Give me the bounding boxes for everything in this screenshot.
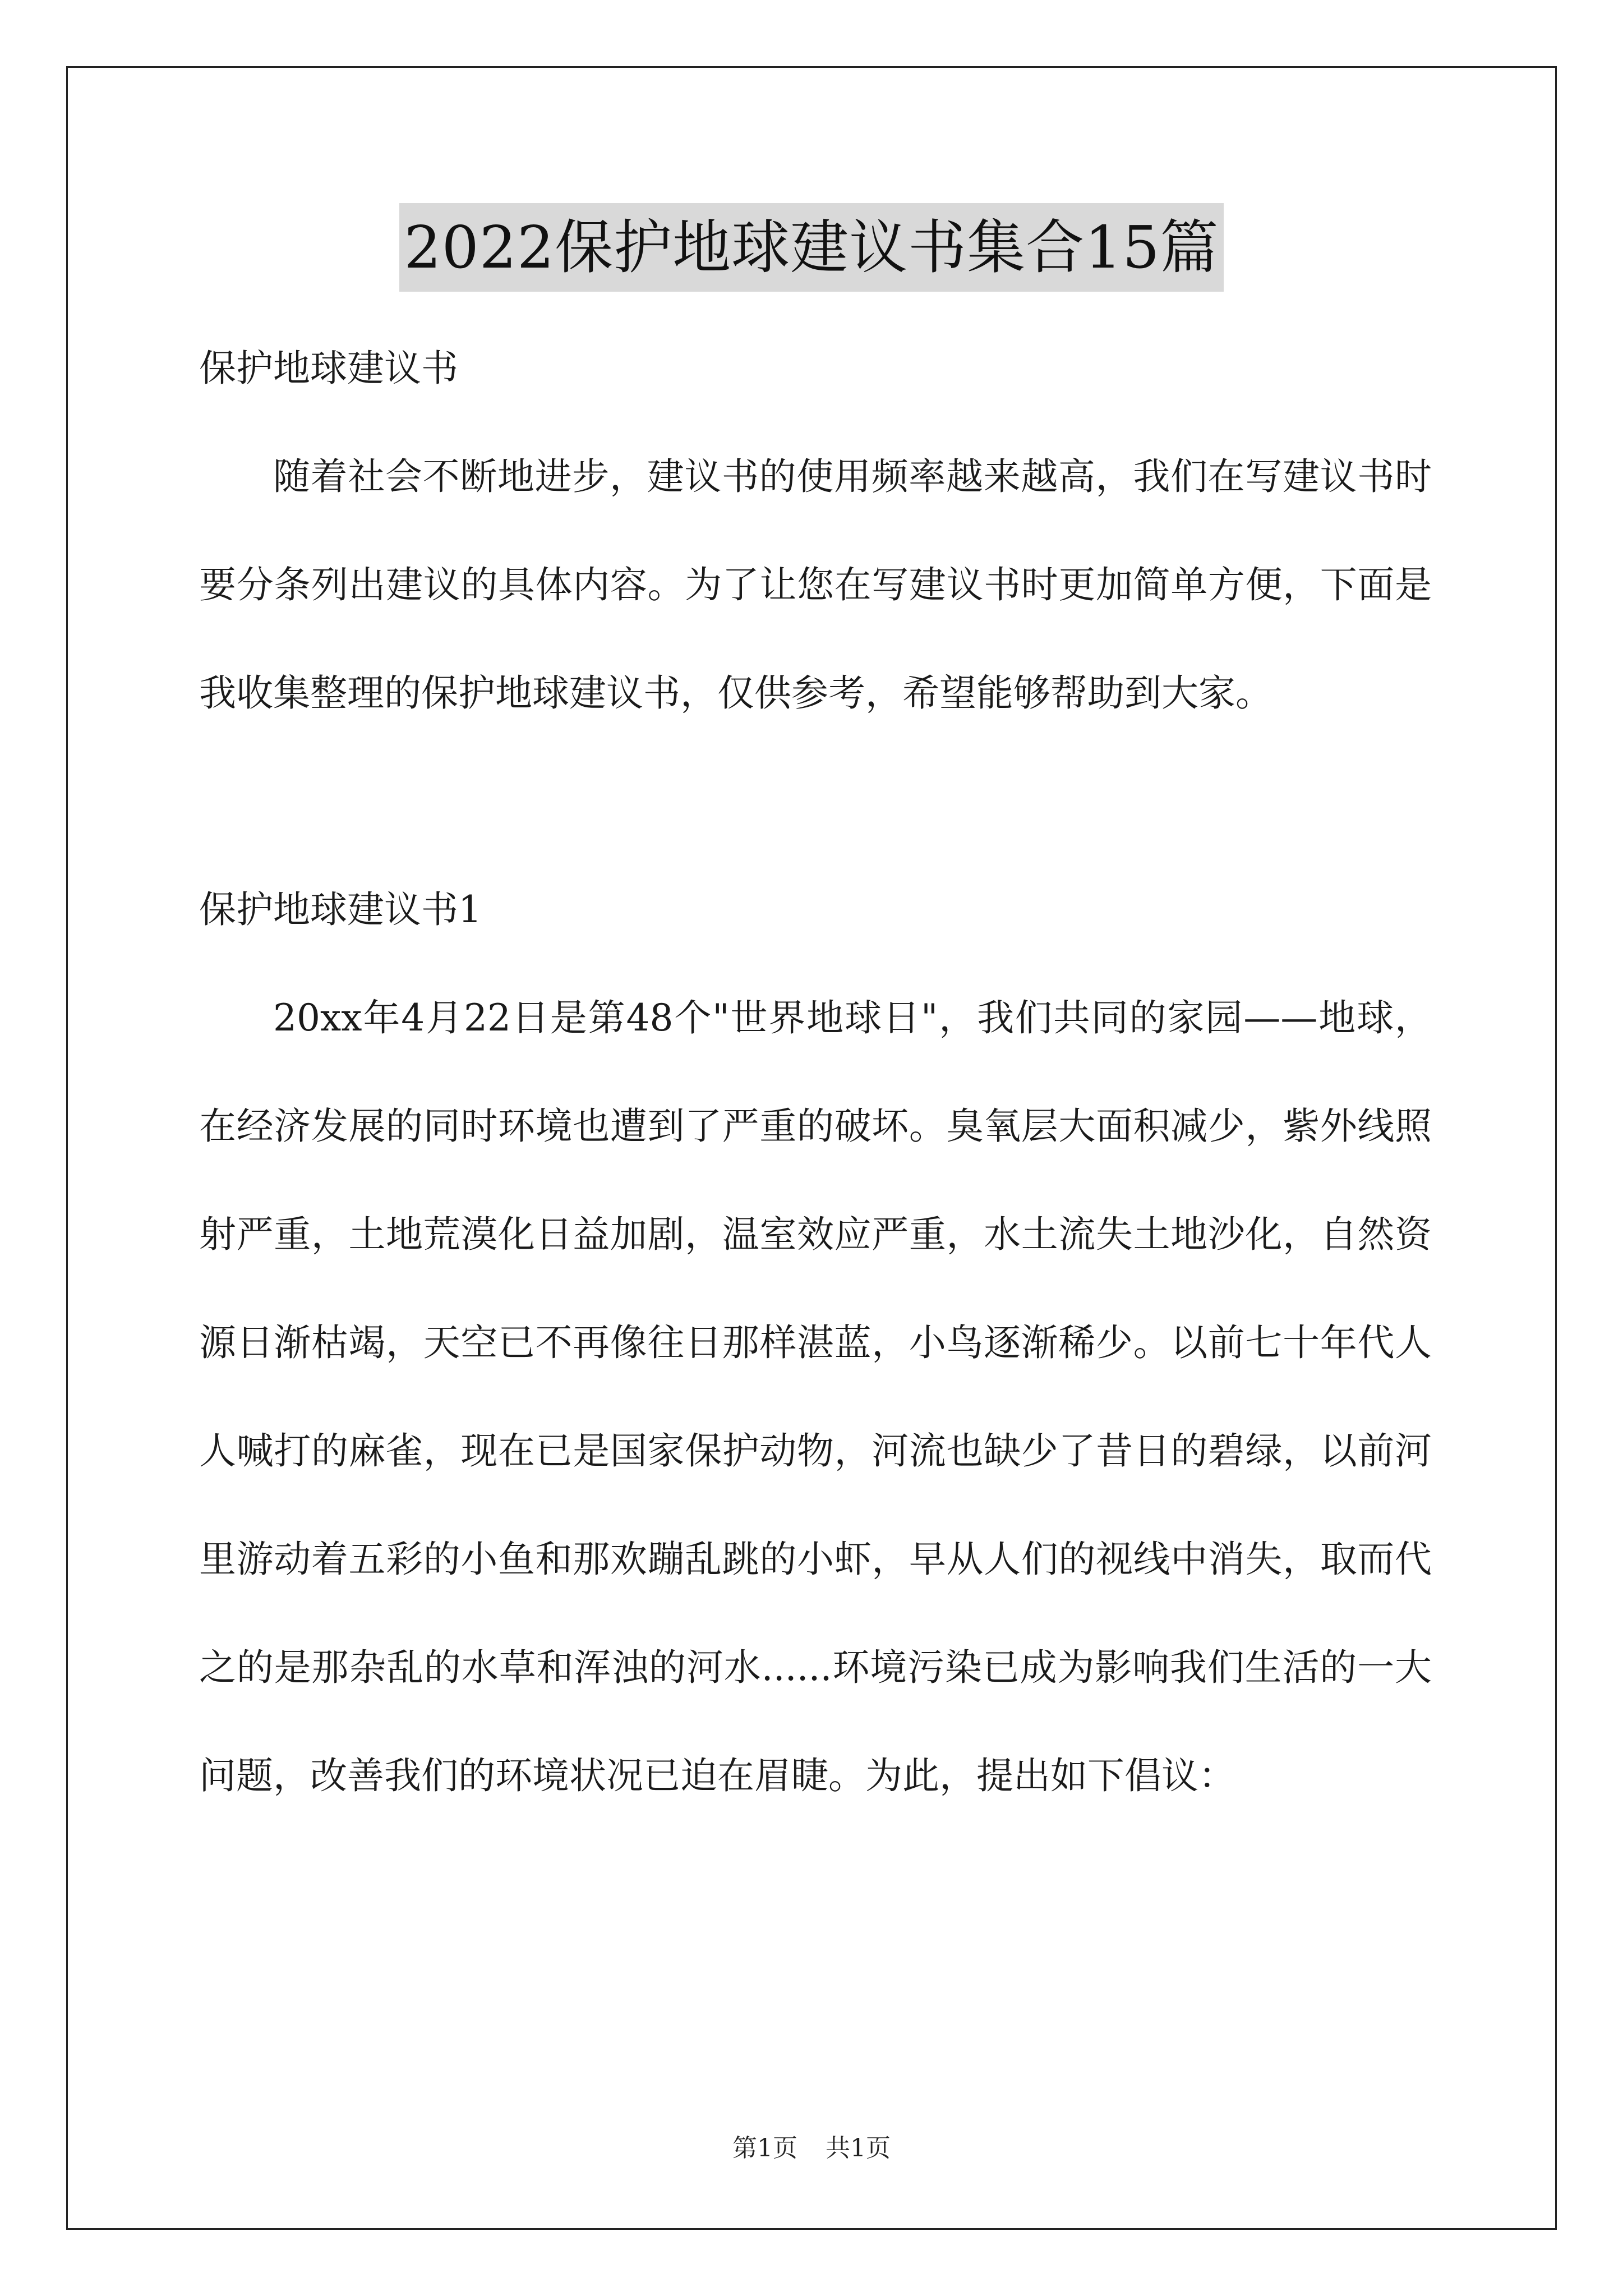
intro-paragraph: 随着社会不断地进步，建议书的使用频率越来越高，我们在写建议书时要分条列出建议的具体内容。为了让您在写建议书时更加简单方便，下面是我收集整理的保护地球建议书，仅供参考，希望能够帮助到大家。 [199,455,1432,715]
document-title: 2022保护地球建议书集合15篇 [399,203,1223,292]
page-footer [0,2132,1623,2165]
page-number-current: 第1页 [732,2134,797,2162]
page-number-total: 共1页 [826,2134,891,2162]
section-1-paragraph: 20xx年4月22日是第48个"世界地球日"，我们共同的家园——地球，在经济发展的同时环境也遭到了严重的破坏。臭氧层大面积减少，紫外线照射严重，土地荒漠化日益加剧，温室效应严重，水土流失土地沙化，自然资源日渐枯竭，天空已不再像往日那样湛蓝，小鸟逐渐稀少。以前七十年代人人喊打的麻雀，现在已是国家保护动物，河流也缺少了昔日的碧绿，以前河里游动着五彩的小鱼和那欢蹦乱跳的小虾，早从人们的视线中消失，取而代之的是那杂乱的水草和浑浊的河水......环境污染已成为影响我们生活的一大问题，改善我们的环境状况已迫在眉睫。为此，提出如下倡议： [199,996,1432,1797]
intro-heading: 保护地球建议书 [199,347,458,390]
title-container [0,203,1623,292]
document-body [199,314,1432,1830]
section-1-heading: 保护地球建议书1 [199,888,482,931]
